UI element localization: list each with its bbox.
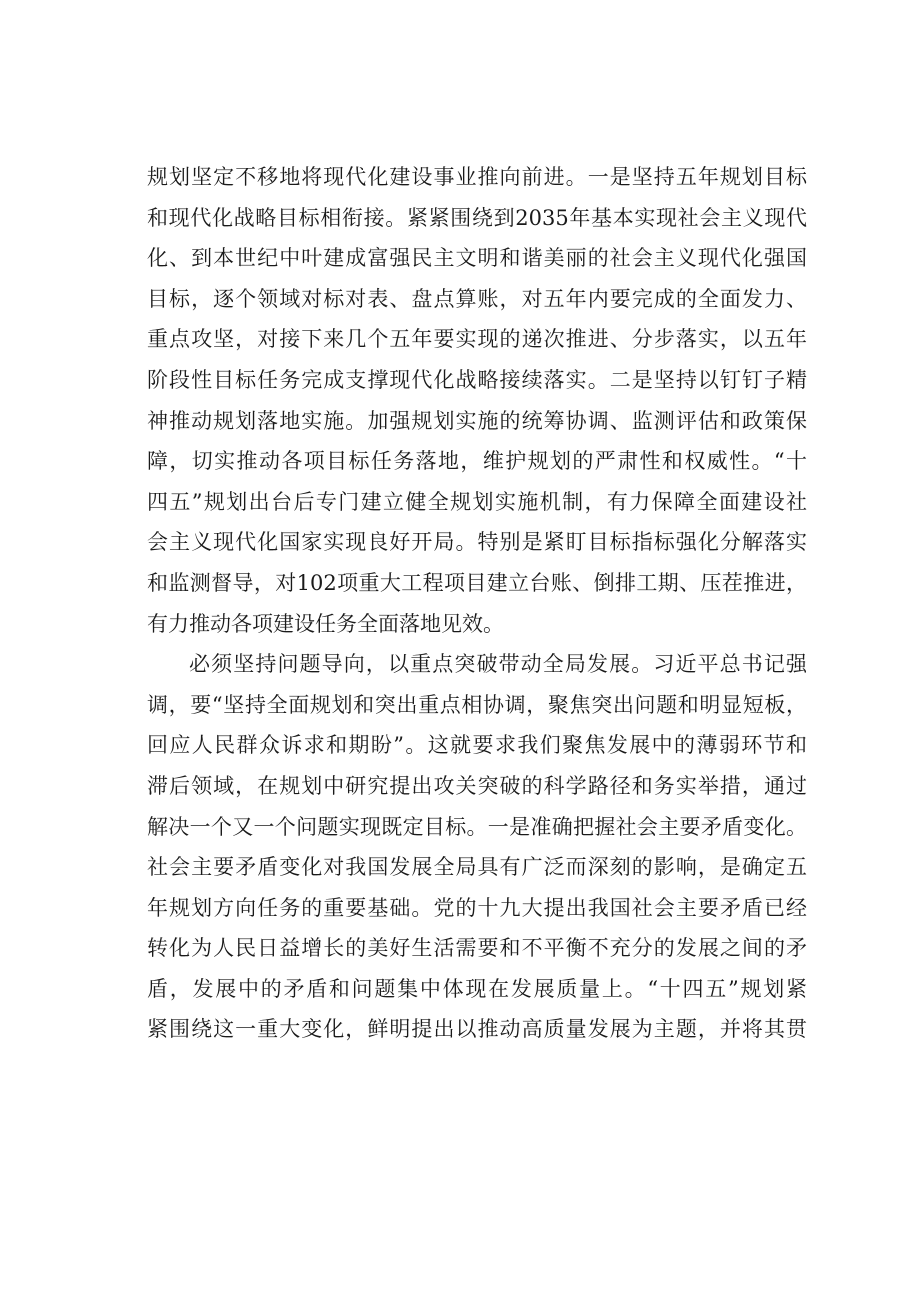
text-line: 和现代化战略目标相衔接。紧紧围绕到2035年基本实现社会主义现代 [147,205,807,230]
paragraph-2 [147,644,807,1050]
text-line: 四五”规划出台后专门建立健全规划实施机制，有力保障全面建设社 [147,489,807,514]
text-line: 解决一个又一个问题实现既定目标。一是准确把握社会主要矛盾变化。 [147,814,807,839]
text-line: 阶段性目标任务完成支撑现代化战略接续落实。二是坚持以钉钉子精 [147,367,807,392]
text-line: 年规划方向任务的重要基础。党的十九大提出我国社会主要矛盾已经 [147,895,807,920]
text-line: 化、到本世纪中叶建成富强民主文明和谐美丽的社会主义现代化强国 [147,246,807,271]
text-line: 回应人民群众诉求和期盼”。这就要求我们聚焦发展中的薄弱环节和 [147,733,807,758]
text-line: 盾，发展中的矛盾和问题集中体现在发展质量上。“十四五”规划紧 [147,976,807,1001]
text-line: 社会主要矛盾变化对我国发展全局具有广泛而深刻的影响，是确定五 [147,855,807,880]
document-body [147,157,807,1050]
text-line: 目标，逐个领域对标对表、盘点算账，对五年内要完成的全面发力、 [147,286,807,311]
text-line: 必须坚持问题导向，以重点突破带动全局发展。习近平总书记强 [189,652,807,677]
paragraph-1 [147,157,807,644]
text-line: 神推动规划落地实施。加强规划实施的统筹协调、监测评估和政策保 [147,408,807,433]
text-line: 转化为人民日益增长的美好生活需要和不平衡不充分的发展之间的矛 [147,936,807,961]
text-line: 规划坚定不移地将现代化建设事业推向前进。一是坚持五年规划目标 [147,165,807,189]
text-line: 障，切实推动各项目标任务落地，维护规划的严肃性和权威性。“十 [147,449,807,474]
text-line: 会主义现代化国家实现良好开局。特别是紧盯目标指标强化分解落实 [147,530,807,555]
text-line: 滞后领域，在规划中研究提出攻关突破的科学路径和务实举措，通过 [147,773,807,798]
text-line: 重点攻坚，对接下来几个五年要实现的递次推进、分步落实，以五年 [147,327,807,352]
text-line: 紧围绕这一重大变化，鲜明提出以推动高质量发展为主题，并将其贯 [147,1017,807,1042]
text-line: 有力推动各项建设任务全面落地见效。 [147,611,504,636]
text-line: 调，要“坚持全面规划和突出重点相协调，聚焦突出问题和明显短板， [147,692,807,717]
text-line: 和监测督导，对102项重大工程项目建立台账、倒排工期、压茬推进， [147,570,807,595]
